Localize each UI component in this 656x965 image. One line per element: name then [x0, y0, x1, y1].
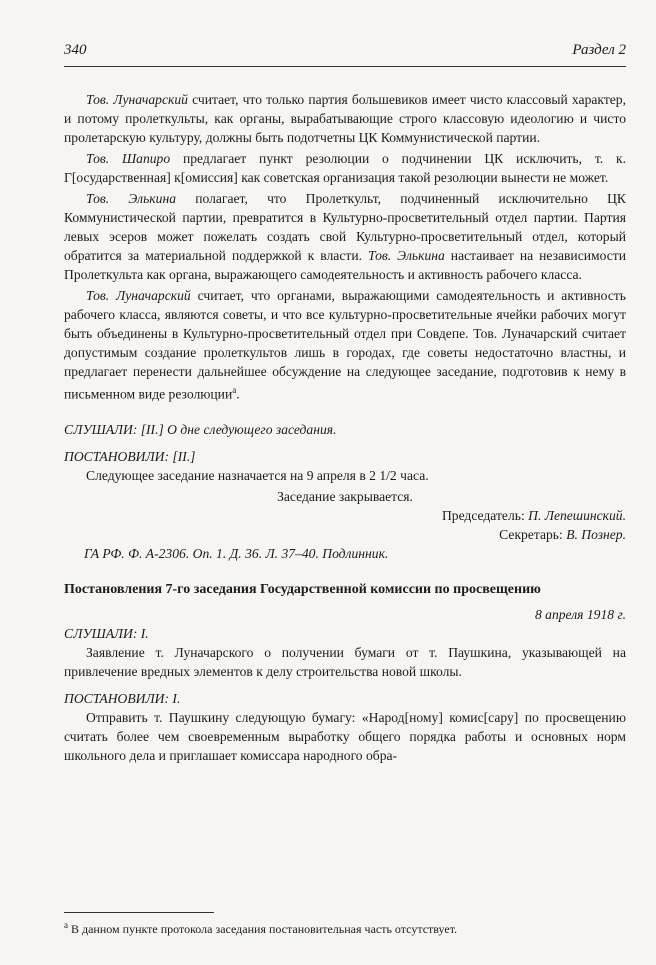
speaker-name: Тов. Шапиро: [86, 151, 171, 166]
closing-line: Заседание закрывается.: [277, 488, 413, 504]
speaker-name: Тов. Луначарский: [86, 288, 191, 303]
page-content: [64, 90, 626, 767]
footnote-mark: а: [64, 920, 68, 930]
paragraph-text: полагает, что Пролеткульт, подчиненный исключительно ЦК Коммунистической партии, превратится в Культурно-просветительный отдел партии. Партия левых эсеров может пожелать создать свой Культурно-просветительный отдел, который обратится за материальной поддержкой к власти.: [64, 191, 627, 263]
decision-text: Следующее заседание назначается на 9 апреля в 2 1/2 часа.: [86, 467, 429, 483]
paragraph-text: настаивает на независимости Пролеткульта как органа, выражающего самодеятельность и активность рабочего класса.: [64, 248, 626, 282]
page-number: 340: [64, 42, 87, 58]
section-title: Раздел 2: [572, 42, 626, 58]
footnote-mark: а: [232, 385, 237, 395]
fraction: 1/2: [379, 467, 397, 483]
footnote: [64, 918, 626, 937]
footnote-divider: [64, 912, 214, 913]
speaker-name: Тов. Луначарский: [86, 92, 188, 107]
speaker-name: Тов. Элькина: [368, 248, 445, 263]
resolved-label: ПОСТАНОВИЛИ: [II.]: [64, 448, 196, 464]
heard-label-2: СЛУШАЛИ: I.: [64, 625, 149, 641]
paragraph-lunacharsky-2: Тов. Луначарский считает, что органами, выражающими самодеятельность и активность рабочего класса, являются советы, и что все культурно-просветительные ячейки рабочих могут быть объединены в Культурно-просветительный отдел при Совдепе. Тов. Луначарский считает допустимым создание пролеткультов лишь в городах, где советы недостаточно властны, и предлагает перенести дальнейшее обсуждение на следующее заседание, подготовив к нему в письменном виде резолюции$^а$.: [64, 288, 626, 402]
chairman-signature: Председатель: П. Лепешинский.: [441, 507, 626, 523]
paragraph-lunacharsky-1: [64, 90, 626, 147]
footnote-text: В данном пункте протокола заседания постановительная часть отсутствует.: [68, 922, 458, 936]
resolved-text: Отправить т. Паушкину следующую бумагу: «Народ[ному] комис[сару] по просвещению считать более чем своевременным выработку общего порядка работы и основных норм школьного дела и приглашает комиссара народного обра-: [64, 709, 626, 763]
document-date: 8 апреля 1918 г.: [534, 606, 626, 622]
heard-text: Заявление т. Луначарского о получении бумаги от т. Паушкина, указывающей на привлечение вредных элементов к делу строительства новой школы.: [64, 644, 626, 679]
secretary-signature: Секретарь: В. Познер.: [499, 526, 626, 542]
paragraph-text: предлагает пункт резолюции о подчинении ЦК исключить, т. к. Г[осударственная] к[омиссия] как советская организация такой резолюции вынести не может.: [64, 151, 626, 185]
paragraph-elkina: [64, 189, 626, 284]
document-heading: Постановления 7-го заседания Государственной комиссии по просвещению: [64, 581, 541, 597]
heard-label: СЛУШАЛИ: [II.] О дне следующего заседания.: [64, 421, 337, 437]
paragraph-shapiro: [64, 149, 626, 187]
resolved-label-2: ПОСТАНОВИЛИ: I.: [64, 690, 181, 706]
paragraph-text: считает, что органами, выражающими самодеятельность и активность рабочего класса, являются советы, и что все культурно-просветительные ячейки рабочих могут быть объединены в Культурно-просветительный отдел при Совдепе. Тов. Луначарский считает допустимым создание пролеткультов лишь в городах, где советы недостаточно властны, и предлагает перенести дальнейшее обсуждение на следующее заседание, подготовив к нему в письменном виде резолюции: [64, 288, 626, 402]
page-header: [64, 40, 626, 67]
archive-source: ГА РФ. Ф. А-2306. Оп. 1. Д. 36. Л. 37–40. Подлинник.: [84, 545, 389, 561]
paragraph-text: считает, что только партия большевиков имеет чисто классовый характер, и потому пролеткульты, как органы, вырабатывающие строго классовую идеологию и чисто пролетарскую культуру, должны быть подотчетны ЦК Коммунистической партии.: [64, 92, 626, 145]
speaker-name: Тов. Элькина: [86, 191, 176, 206]
